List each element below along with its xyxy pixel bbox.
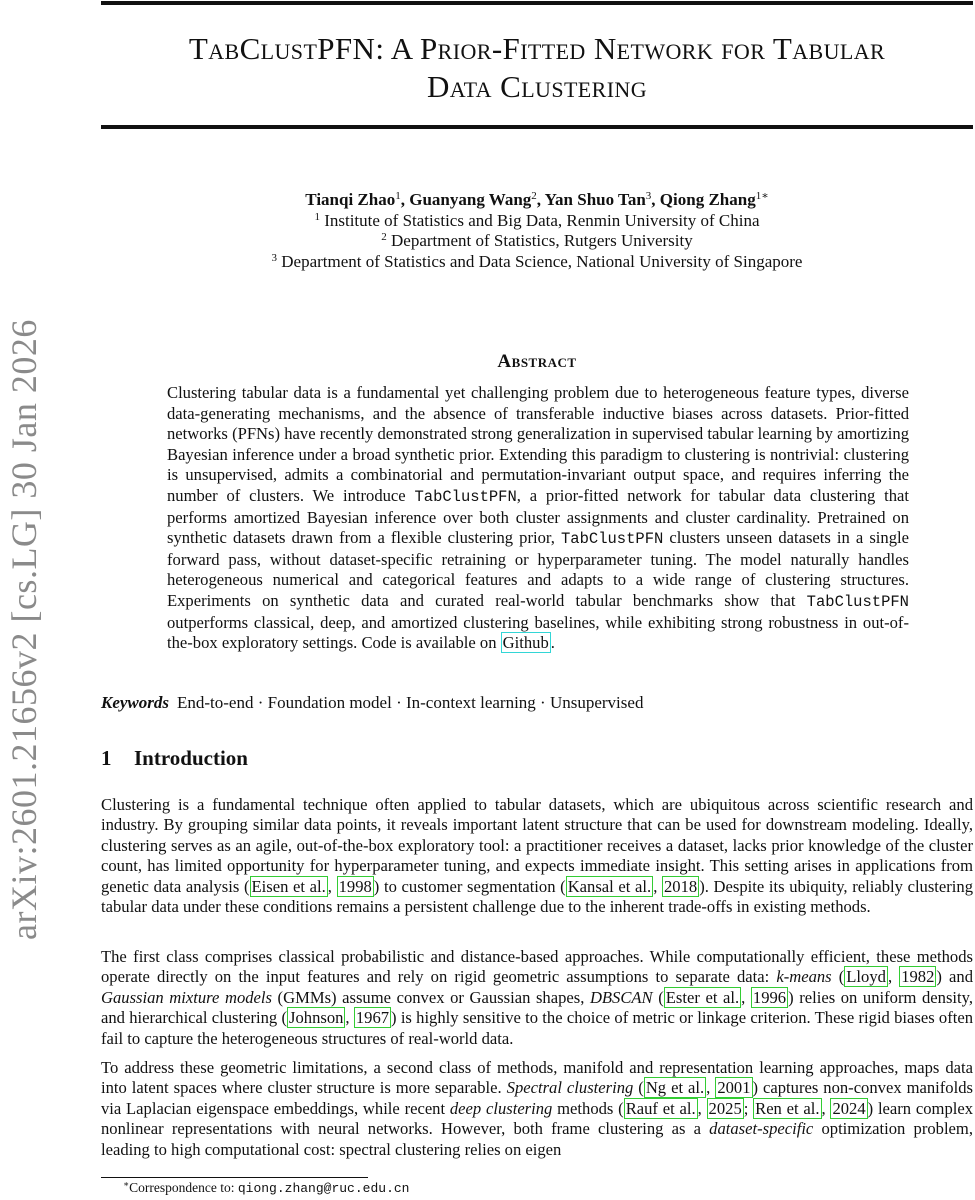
method-term: DBSCAN <box>589 987 653 1007</box>
abstract-heading: Abstract <box>497 351 577 372</box>
paragraph-text: ) and <box>936 967 973 987</box>
paragraph-text: ) learn complex nonlinear representations with neural networks. However, both frame clustering as a <box>101 1098 974 1139</box>
keywords-label: Keywords <box>101 693 169 712</box>
citation-year-link[interactable]: 1967 <box>355 1008 390 1028</box>
citation-link[interactable]: Ren et al. <box>755 1098 820 1118</box>
affiliation-mark: 2 <box>381 231 387 243</box>
citation-year-link[interactable]: 2024 <box>832 1098 866 1118</box>
section-heading-introduction <box>101 746 248 771</box>
abstract-text: clusters unseen datasets in a single forward pass, without dataset-specific retraining or hyperparameter tuning. The model naturally handles heterogeneous numerical and categorical features and adapts to a wide range of clustering structures. Experiments on synthetic data and curated real-world tabular benchmarks show that <box>167 528 909 610</box>
author-name: Qiong Zhang <box>659 190 756 209</box>
affiliation-mark: 3 <box>271 251 278 264</box>
affiliation-text: Department of Statistics and Data Science, National University of Singapore <box>281 251 803 271</box>
author-name: Yan Shuo Tan <box>544 190 646 209</box>
model-name-code: TabClustPFN <box>561 530 664 549</box>
affiliation-mark: 1 <box>314 210 320 223</box>
paragraph-text: optimization problem, leading to high computational cost: spectral clustering relies on eigen <box>101 1119 973 1159</box>
abstract-text: . <box>550 633 555 653</box>
intro-paragraph-2: The first class comprises classical probabilistic and distance-based approaches. While computationally efficient, these methods operate directly on the input features and rely on rigid geometric assumptions to separate data: k-means ( Lloyd , 1982 ) and Gaussian mixture models (GMMs) assume convex or Gaussian shapes, DBSCAN ( Ester et al. , 1996 ) relies on uniform density, and hierarchical clustering ( Johnson , 1967 ) is highly sensitive to the choice of metric or linkage criterion. These rigid biases often fail to capture the heterogeneous structures of real-world data. <box>101 947 974 1048</box>
intro-paragraph-3: To address these geometric limitations, a second class of methods, manifold and representation learning approaches, maps data into latent spaces where cluster structure is more separable. Spectral clustering ( Ng et al. , 2001 ) captures non-convex manifolds via Laplacian eigenspace embeddings, while recent deep clustering methods ( Rauf et al. , 2025 ; Ren et al. , 2024 ) learn complex nonlinear representations with neural networks. However, both frame clustering as a dataset-specific optimization problem, leading to high computational cost: spectral clustering relies on eigen <box>101 1058 974 1159</box>
affiliation <box>101 252 973 273</box>
paragraph-text: Clustering is a fundamental technique often applied to tabular datasets, which are ubiquitous across scientific research and industry. By grouping similar data points, it reveals important latent structure that can be used for downstream modeling. Ideally, clustering serves as an agile, out-of-the-box exploratory tool: a practitioner receives a dataset, lacks prior knowledge of the cluster count, has limited opportunity for hyperparameter tuning, and expects immediate insight. This setting arises in applications from genetic data analysis ( <box>101 795 973 896</box>
citation-link[interactable]: Eisen et al. <box>251 876 326 896</box>
paragraph-text: ( <box>831 967 845 987</box>
abstract-text: outperforms classical, deep, and amortized clustering baselines, while exhibiting strong robustness in out-of-the-box exploratory settings. Code is available on <box>167 612 909 653</box>
paragraph-text: ) is highly sensitive to the choice of metric or linkage criterion. These rigid biases often fail to capture the heterogeneous structures of real-world data. <box>101 1008 974 1048</box>
citation-year-link[interactable]: 2025 <box>708 1098 742 1118</box>
author-name: Guanyang Wang <box>409 190 532 209</box>
paragraph-text: ( <box>652 987 664 1007</box>
keywords-line <box>101 693 973 713</box>
abstract-text: Clustering tabular data is a fundamental yet challenging problem due to heterogeneous feature types, diverse data-generating mechanisms, and the absence of transferable inductive biases across datasets. Prior-fitted networks (PFNs) have recently demonstrated strong generalization in supervised tabular learning by amortizing Bayesian inference under a broad synthetic prior. Extending this paradigm to clustering is nontrivial: clustering is unsupervised, admits a combinatorial and permutation-invariant output space, and requires inferring the number of clusters. We introduce <box>167 383 909 505</box>
affiliation <box>101 231 973 252</box>
abstract-text: , a prior-fitted network for tabular data clustering that performs amortized Bayesian inference over both cluster assignments and cluster cardinality. Pretrained on synthetic datasets drawn from a flexible clustering prior, <box>167 485 910 548</box>
author-affil-mark: 1 <box>395 190 401 202</box>
citation-year-link[interactable]: 1998 <box>338 876 372 896</box>
author-affil-mark: 3 <box>645 190 652 202</box>
citation-link[interactable]: Lloyd <box>846 967 886 987</box>
arxiv-identifier: arXiv:2601.21656v2 [cs.LG] 30 Jan 2026 <box>4 319 44 940</box>
method-term: Spectral clustering <box>506 1078 634 1098</box>
title-rule-top <box>101 1 973 5</box>
author-affil-mark: 1∗ <box>755 190 769 202</box>
paragraph-text: To address these geometric limitations, a second class of methods, manifold and representation learning approaches, maps data into latent spaces where cluster structure is more separable. <box>101 1058 973 1098</box>
citation-link[interactable]: Johnson <box>289 1008 344 1028</box>
keywords-text: End-to-end · Foundation model · In-context learning · Unsupervised <box>177 693 644 712</box>
footnote-correspondence <box>123 1180 409 1197</box>
model-name-code: TabClustPFN <box>806 592 909 611</box>
paragraph-text: ) to customer segmentation ( <box>373 876 566 896</box>
paragraph-text: The first class comprises classical probabilistic and distance-based approaches. While computationally efficient, these methods operate directly on the input features and rely on rigid geometric assumptions to separate data: <box>101 947 973 987</box>
footnote-text: Correspondence to: <box>129 1180 238 1195</box>
method-term: deep clustering <box>449 1098 553 1118</box>
affiliation <box>101 211 973 232</box>
intro-paragraph-1: Clustering is a fundamental technique often applied to tabular datasets, which are ubiquitous across scientific research and industry. By grouping similar data points, it reveals important latent structure that can be used for downstream modeling. Ideally, clustering serves as an agile, out-of-the-box exploratory tool: a practitioner receives a dataset, lacks prior knowledge of the cluster count, has limited opportunity for hyperparameter tuning, and expects immediate insight. This setting arises in applications from genetic data analysis ( Eisen et al. , 1998 ) to customer segmentation ( Kansal et al. , 2018 ). Despite its ubiquity, reliably clustering tabular data under these conditions remains a persistent challenge due to the inherent trade-offs in existing methods. <box>101 795 974 917</box>
paper-title <box>101 30 973 106</box>
section-title: Introduction <box>134 746 248 770</box>
abstract-body <box>167 383 909 654</box>
citation-link[interactable]: Rauf et al. <box>625 1098 696 1118</box>
paragraph-text: methods ( <box>552 1098 624 1118</box>
citation-link[interactable]: Kansal et al. <box>567 876 652 896</box>
paragraph-text: (GMMs) assume convex or Gaussian shapes, <box>271 987 590 1007</box>
citation-year-link[interactable]: 2018 <box>664 876 698 896</box>
paragraph-text: ) relies on uniform density, and hierarchical clustering ( <box>101 987 973 1028</box>
github-link[interactable]: Github <box>502 633 549 653</box>
author-affil-mark: 2 <box>531 190 537 202</box>
citation-year-link[interactable]: 1982 <box>901 967 935 987</box>
method-term: dataset-specific <box>709 1119 814 1139</box>
model-name-code: TabClustPFN <box>414 487 517 506</box>
citation-year-link[interactable]: 1996 <box>752 987 787 1007</box>
author-list: Tianqi Zhao$^1$, Guanyang Wang$^2$, Yan Shuo Tan$^3$, Qiong Zhang$^{1∗}$ <box>305 190 769 209</box>
citation-link[interactable]: Ng et al. <box>645 1078 705 1098</box>
affiliation-text: Institute of Statistics and Big Data, Renmin University of China <box>324 210 760 230</box>
title-rule-bottom <box>101 125 973 129</box>
paragraph-text: ). Despite its ubiquity, reliably clustering tabular data under these conditions remains a persistent challenge due to the inherent trade-offs in existing methods. <box>101 876 974 917</box>
section-number: 1 <box>101 746 112 770</box>
title-line-2: Data Clustering <box>426 69 648 104</box>
paragraph-text: ) captures non-convex manifolds via Laplacian eigenspace embeddings, while recent <box>101 1078 973 1118</box>
paragraph-text: ( <box>633 1078 644 1098</box>
citation-year-link[interactable]: 2001 <box>717 1078 751 1098</box>
footnote-mark: ∗ <box>123 1179 130 1189</box>
method-term: k-means <box>776 967 832 987</box>
citation-link[interactable]: Ester et al. <box>665 987 740 1007</box>
paragraph-text: ; <box>743 1098 754 1118</box>
method-term: Gaussian mixture models <box>101 987 272 1007</box>
footnote-rule <box>101 1177 368 1178</box>
author-block <box>101 190 973 272</box>
title-line-1: TabClustPFN: A Prior-Fitted Network for Tabular <box>188 31 886 66</box>
correspondence-email[interactable]: qiong.zhang@ruc.edu.cn <box>237 1181 410 1196</box>
affiliation-text: Department of Statistics, Rutgers University <box>391 231 693 250</box>
author-name: Tianqi Zhao <box>305 190 396 209</box>
